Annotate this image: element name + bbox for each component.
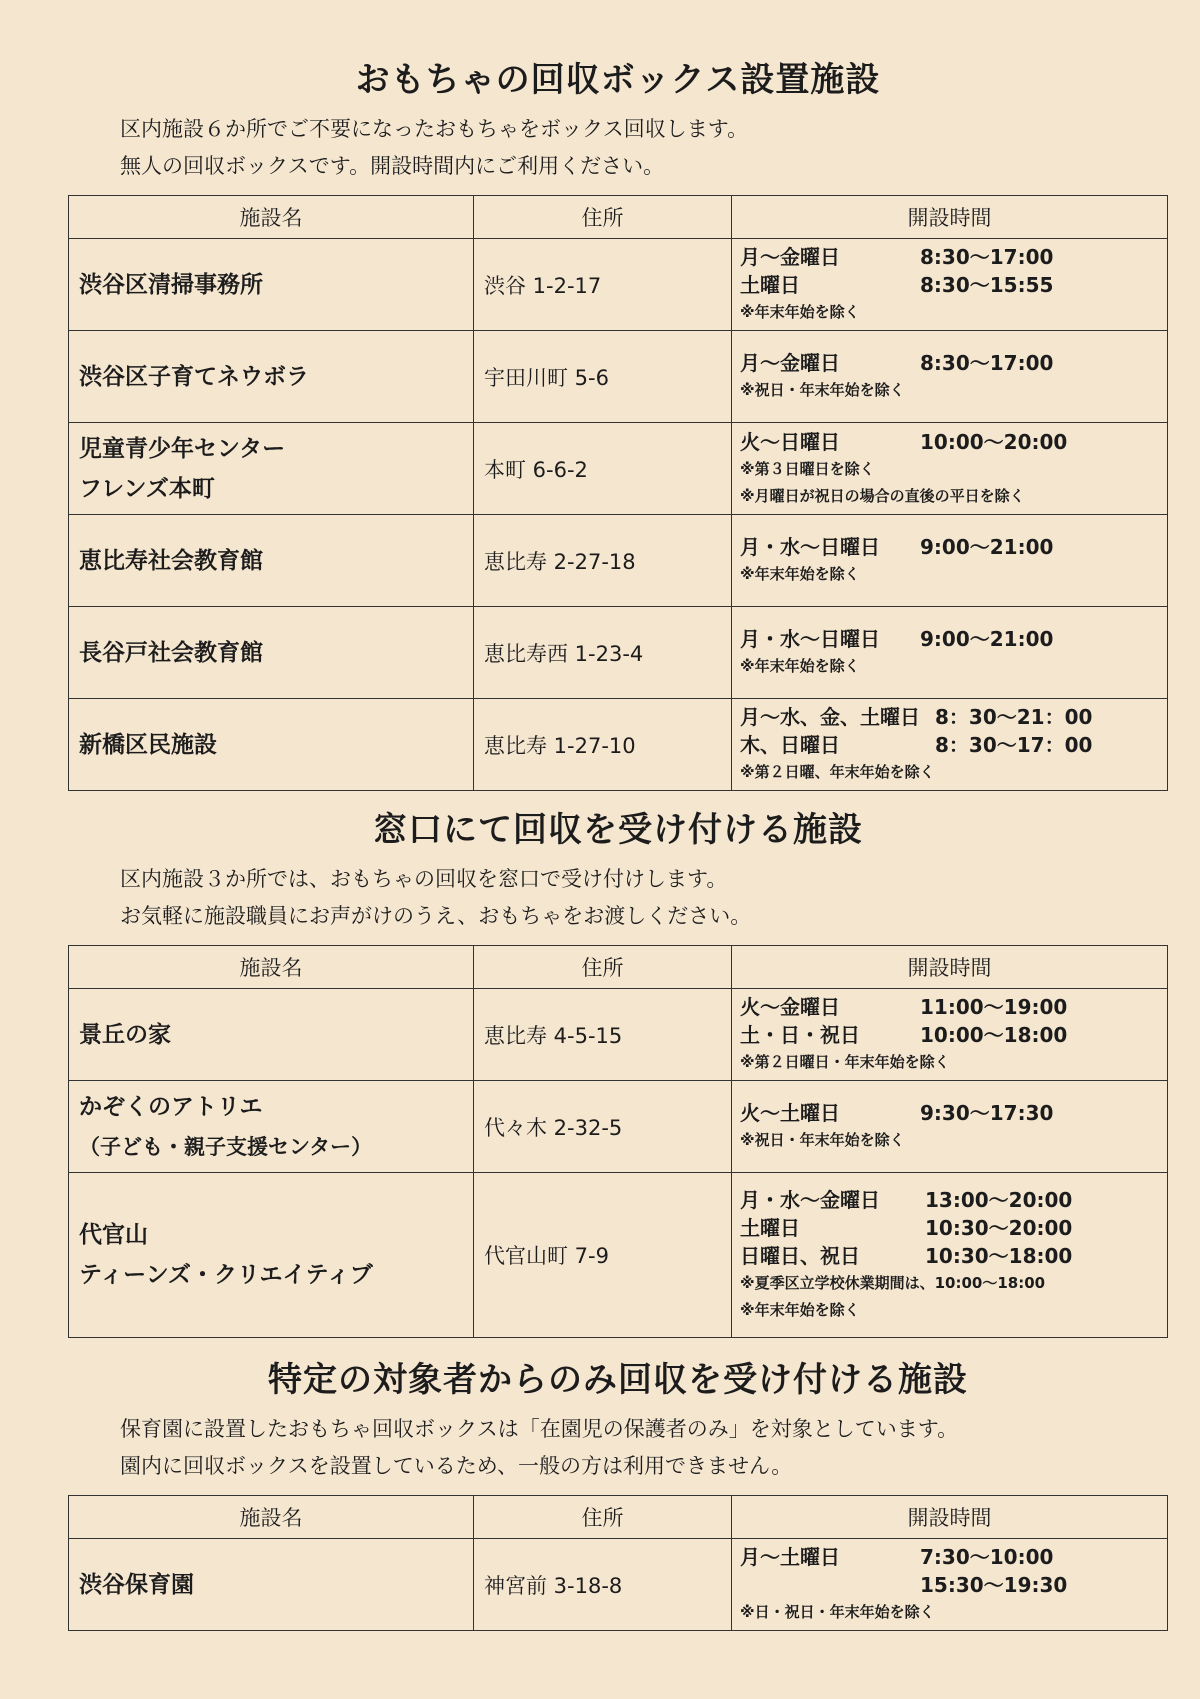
hours-days: 土・日・祝日 — [740, 1023, 860, 1047]
intro-line: 無人の回収ボックスです。開設時間内にご利用ください。 — [120, 154, 665, 178]
hours-days: 月～金曜日 — [740, 245, 840, 269]
hours-days: 月～土曜日 — [740, 1545, 840, 1569]
facility-name: 渋谷区清掃事務所 — [79, 271, 263, 298]
section-restricted-collection — [68, 1355, 1168, 1631]
hours-time: 8:30～17:00 — [920, 351, 1054, 375]
facility-name: 児童青少年センター — [79, 435, 286, 462]
hours-line — [740, 1021, 1159, 1049]
hours-time: 9:30～17:30 — [920, 1101, 1054, 1125]
hours-line — [740, 271, 1159, 299]
intro-line: 保育園に設置したおもちゃ回収ボックスは「在園児の保護者のみ」を対象としています。 — [120, 1417, 959, 1441]
table-row — [69, 607, 1168, 699]
hours-time: 10:00～20:00 — [920, 429, 1068, 454]
facility-name-cell — [69, 989, 474, 1081]
hours-header: 開設時間 — [732, 196, 1168, 239]
hours-time: 8:30～15:55 — [920, 273, 1054, 297]
table-row — [69, 423, 1168, 515]
address-cell: 代々木 2-32-5 — [474, 1081, 732, 1173]
hours-header: 開設時間 — [732, 1496, 1168, 1539]
facility-name-header: 施設名 — [69, 946, 474, 989]
hours-line — [740, 1571, 1159, 1599]
section-collection-box — [68, 55, 1168, 791]
facility-name-cell — [69, 699, 474, 791]
hours-cell — [732, 989, 1168, 1081]
hours-time: 8:30～17:00 — [920, 245, 1054, 269]
hours-cell — [732, 515, 1168, 607]
facility-name-cell — [69, 607, 474, 699]
section-intro — [120, 111, 1168, 185]
facility-name-cell — [69, 331, 474, 423]
facility-name-header: 施設名 — [69, 1496, 474, 1539]
hours-days: 月～金曜日 — [740, 351, 840, 375]
facility-table — [68, 1495, 1168, 1631]
hours-cell — [732, 607, 1168, 699]
facility-name-cell — [69, 423, 474, 515]
address-cell: 恵比寿 2-27-18 — [474, 515, 732, 607]
section-intro — [120, 861, 1168, 935]
hours-line — [740, 731, 1159, 759]
section-heading: 窓口にて回収を受け付ける施設 — [373, 810, 863, 850]
table-row — [69, 239, 1168, 331]
facility-name: 長谷戸社会教育館 — [79, 639, 263, 666]
facility-name: 新橋区民施設 — [79, 731, 217, 758]
facility-name: フレンズ本町 — [79, 475, 215, 502]
hours-note: ※年末年始を除く — [740, 565, 860, 583]
table-row — [69, 1539, 1168, 1631]
address-header: 住所 — [474, 1496, 732, 1539]
address-cell: 恵比寿西 1-23-4 — [474, 607, 732, 699]
address-cell: 渋谷 1-2-17 — [474, 239, 732, 331]
hours-line — [740, 1242, 1159, 1270]
hours-line — [740, 428, 1159, 456]
facility-name-header: 施設名 — [69, 196, 474, 239]
table-row — [69, 1081, 1168, 1173]
facility-name: 恵比寿社会教育館 — [79, 547, 263, 574]
facility-name: （子ども・親子支援センター） — [79, 1134, 373, 1159]
section-heading: 特定の対象者からのみ回収を受け付ける施設 — [268, 1360, 968, 1400]
hours-time: 10:30～18:00 — [925, 1244, 1073, 1268]
hours-time: 11:00～19:00 — [920, 995, 1068, 1019]
hours-note: ※年末年始を除く — [740, 1301, 860, 1319]
hours-days: 月・水～日曜日 — [740, 627, 880, 651]
address-cell: 神宮前 3-18-8 — [474, 1539, 732, 1631]
facility-name: かぞくのアトリエ — [79, 1093, 263, 1120]
hours-note: ※第２日曜、年末年始を除く — [740, 763, 935, 781]
facility-table — [68, 195, 1168, 791]
section-intro — [120, 1411, 1168, 1485]
hours-time: 8：30～17：00 — [935, 733, 1093, 757]
table-row — [69, 699, 1168, 791]
table-row — [69, 515, 1168, 607]
facility-name: 代官山 — [79, 1222, 148, 1248]
address-header: 住所 — [474, 946, 732, 989]
table-header-row — [69, 946, 1168, 989]
hours-note: ※夏季区立学校休業期間は、10:00～18:00 — [740, 1274, 1046, 1292]
hours-cell — [732, 699, 1168, 791]
hours-line — [740, 1543, 1159, 1571]
facility-name-cell — [69, 515, 474, 607]
hours-note: ※年末年始を除く — [740, 303, 860, 321]
hours-note: ※月曜日が祝日の場合の直後の平日を除く — [740, 486, 1025, 505]
hours-line — [740, 703, 1159, 731]
address-cell: 恵比寿 1-27-10 — [474, 699, 732, 791]
address-header: 住所 — [474, 196, 732, 239]
facility-name: ティーンズ・クリエイティブ — [79, 1262, 373, 1288]
hours-days — [740, 1571, 920, 1599]
hours-days: 日曜日、祝日 — [740, 1244, 860, 1268]
hours-days: 木、日曜日 — [740, 733, 840, 757]
hours-line — [740, 993, 1159, 1021]
address-cell: 代官山町 7-9 — [474, 1173, 732, 1338]
hours-days: 火～金曜日 — [740, 995, 840, 1019]
hours-note: ※日・祝日・年末年始を除く — [740, 1603, 935, 1621]
hours-cell — [732, 1539, 1168, 1631]
intro-line: 園内に回収ボックスを設置しているため、一般の方は利用できません。 — [120, 1454, 793, 1478]
hours-days: 火～日曜日 — [740, 429, 840, 454]
hours-time: 10:00～18:00 — [920, 1023, 1068, 1047]
intro-line: 区内施設３か所では、おもちゃの回収を窓口で受け付けします。 — [120, 867, 728, 891]
hours-cell — [732, 1173, 1168, 1338]
hours-cell — [732, 331, 1168, 423]
hours-line — [740, 1186, 1159, 1214]
intro-line: お気軽に施設職員にお声がけのうえ、おもちゃをお渡しください。 — [120, 904, 752, 928]
hours-line — [740, 533, 1159, 561]
table-header-row — [69, 196, 1168, 239]
hours-note: ※祝日・年末年始を除く — [740, 381, 905, 399]
hours-time: 8：30～21：00 — [935, 705, 1093, 729]
hours-time: 9:00～21:00 — [920, 535, 1054, 559]
facility-table — [68, 945, 1168, 1338]
hours-cell — [732, 1081, 1168, 1173]
hours-line — [740, 625, 1159, 653]
hours-note: ※第３日曜日を除く — [740, 459, 875, 478]
facility-name-cell — [69, 239, 474, 331]
hours-line — [740, 1099, 1159, 1127]
hours-time: 9:00～21:00 — [920, 627, 1054, 651]
hours-cell — [732, 423, 1168, 515]
hours-cell — [732, 239, 1168, 331]
hours-line — [740, 243, 1159, 271]
facility-name: 渋谷保育園 — [79, 1571, 194, 1598]
address-cell: 本町 6-6-2 — [474, 423, 732, 515]
address-cell: 宇田川町 5-6 — [474, 331, 732, 423]
hours-days: 土曜日 — [740, 273, 800, 297]
hours-days: 土曜日 — [740, 1216, 800, 1240]
facility-name: 渋谷区子育てネウボラ — [79, 363, 309, 390]
hours-note: ※年末年始を除く — [740, 657, 860, 675]
hours-days: 月・水～金曜日 — [740, 1188, 880, 1212]
table-header-row — [69, 1496, 1168, 1539]
address-cell: 恵比寿 4-5-15 — [474, 989, 732, 1081]
section-heading: おもちゃの回収ボックス設置施設 — [355, 60, 881, 100]
table-row — [69, 1173, 1168, 1338]
hours-note: ※第２日曜日・年末年始を除く — [740, 1053, 950, 1071]
facility-name-cell — [69, 1173, 474, 1338]
hours-time: 10:30～20:00 — [925, 1216, 1073, 1240]
hours-time: 15:30～19:30 — [920, 1573, 1068, 1597]
facility-name-cell — [69, 1539, 474, 1631]
facility-name: 景丘の家 — [79, 1021, 171, 1048]
section-counter-collection — [68, 805, 1168, 1338]
hours-line — [740, 349, 1159, 377]
hours-note: ※祝日・年末年始を除く — [740, 1131, 905, 1149]
hours-time: 13:00～20:00 — [925, 1188, 1073, 1212]
hours-header: 開設時間 — [732, 946, 1168, 989]
table-row — [69, 989, 1168, 1081]
intro-line: 区内施設６か所でご不要になったおもちゃをボックス回収します。 — [120, 117, 749, 141]
facility-name-cell — [69, 1081, 474, 1173]
hours-line — [740, 1214, 1159, 1242]
hours-days: 月・水～日曜日 — [740, 535, 880, 559]
hours-time: 7:30～10:00 — [920, 1545, 1054, 1569]
table-row — [69, 331, 1168, 423]
hours-days: 月～水、金、土曜日 — [740, 705, 920, 729]
hours-days: 火～土曜日 — [740, 1101, 840, 1125]
